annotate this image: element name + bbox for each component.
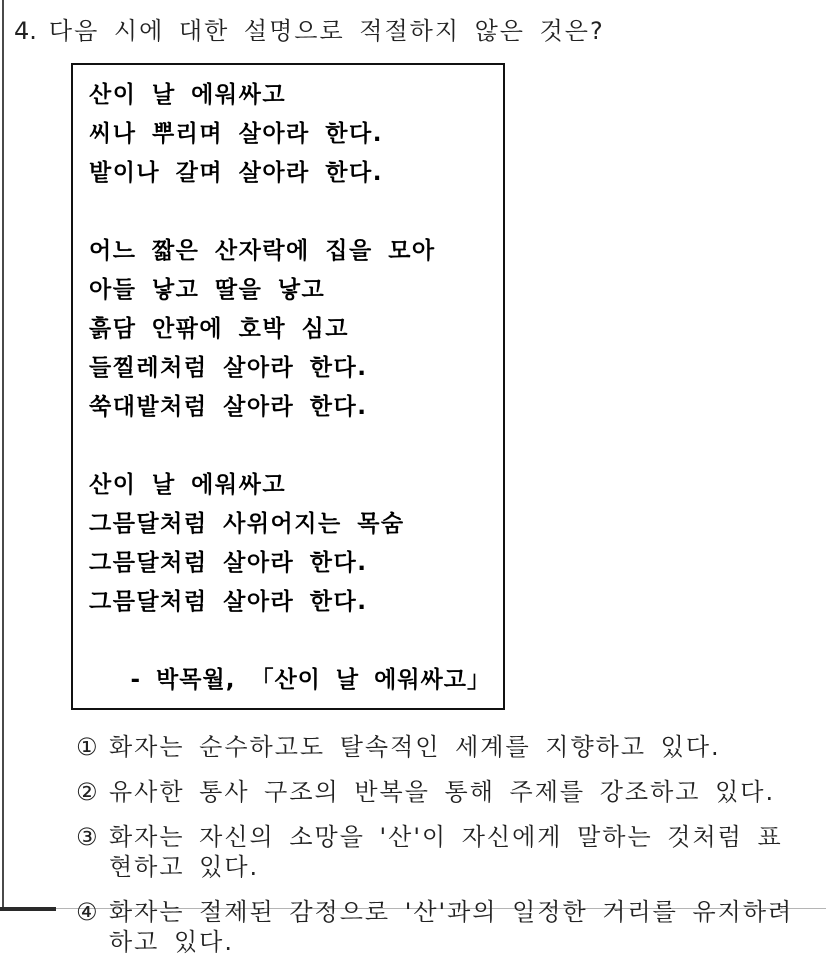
poem-line: 산이 날 에워싸고 (89, 82, 287, 108)
poem-line: 아들 낳고 딸을 낳고 (89, 277, 326, 303)
choice-2-text (109, 777, 826, 807)
choice-3 (76, 822, 826, 882)
question-number: 4. (14, 17, 37, 45)
poem-box (71, 63, 505, 710)
answer-choices (76, 732, 826, 957)
choice-1-text (109, 732, 826, 762)
choice-1 (76, 732, 826, 762)
poem-stanza-2 (89, 232, 495, 427)
choice-line: 화자는 절제된 감정으로 '산'과의 일정한 거리를 유지하려 (109, 898, 794, 926)
choice-4-text (109, 897, 826, 957)
question-text: 다음 시에 대한 설명으로 적절하지 않은 것은? (48, 17, 605, 45)
choice-line: 화자는 순수하고도 탈속적인 세계를 지향하고 있다. (109, 733, 721, 761)
poem-line: 쑥대밭처럼 살아라 한다. (89, 394, 368, 420)
poem-line: 흙담 안팎에 호박 심고 (89, 316, 349, 342)
choice-3-marker: ③ (76, 823, 98, 851)
poem-line: 밭이나 갈며 살아라 한다. (89, 160, 383, 186)
choice-4 (76, 897, 826, 957)
choice-2 (76, 777, 826, 807)
poem-attribution: - 박목월, 「산이 날 에워싸고」 (130, 667, 491, 693)
choice-3-text (109, 822, 826, 882)
poem-line: 어느 짧은 산자락에 집을 모아 (89, 238, 436, 264)
poem-line: 씨나 뿌리며 살아라 한다. (89, 121, 383, 147)
choice-line: 화자는 자신의 소망을 '산'이 자신에게 말하는 것처럼 표 (109, 823, 783, 851)
choice-4-marker: ④ (76, 898, 98, 926)
choice-line: 하고 있다. (109, 928, 234, 956)
poem-line: 산이 날 에워싸고 (89, 472, 287, 498)
poem-stanza-3 (89, 466, 495, 622)
choice-line: 현하고 있다. (109, 853, 260, 881)
poem-line: 그믐달처럼 살아라 한다. (89, 589, 368, 615)
poem-line: 들찔레처럼 살아라 한다. (89, 355, 368, 381)
poem-stanza-1 (89, 76, 495, 193)
poem-line: 그믐달처럼 살아라 한다. (89, 550, 368, 576)
question-row (14, 16, 826, 46)
choice-2-marker: ② (76, 778, 98, 806)
poem-line: 그믐달처럼 사위어지는 목숨 (89, 511, 405, 537)
choice-1-marker: ① (76, 733, 98, 761)
choice-line: 유사한 통사 구조의 반복을 통해 주제를 강조하고 있다. (109, 778, 776, 806)
